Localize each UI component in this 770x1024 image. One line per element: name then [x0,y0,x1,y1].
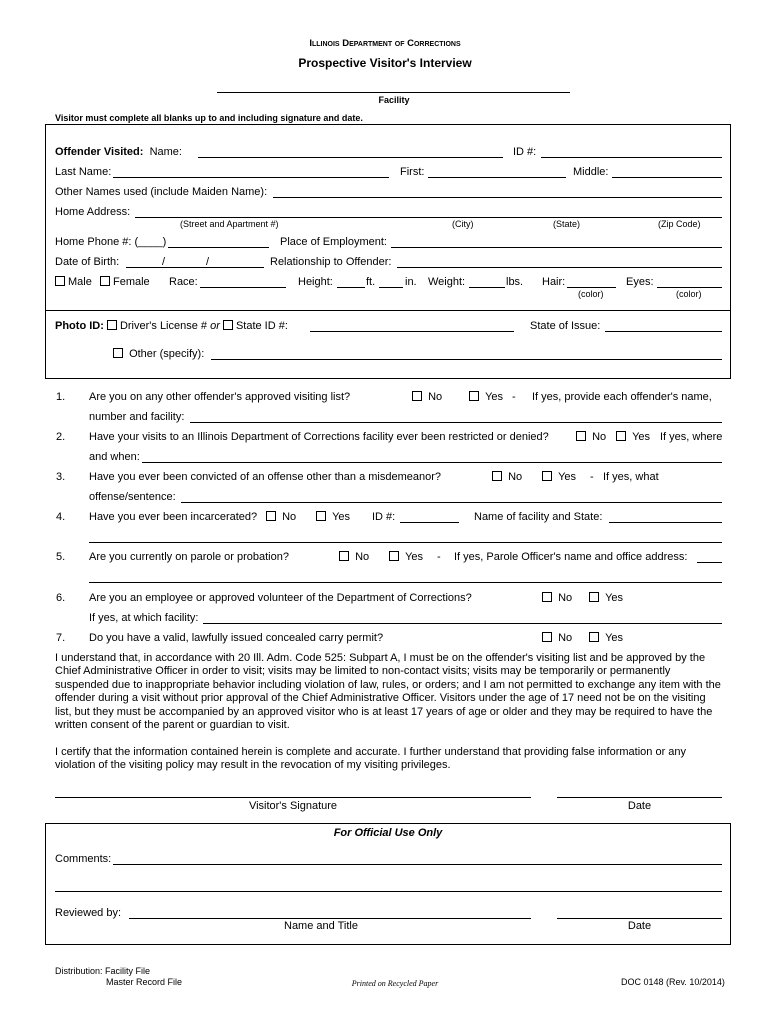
q6-answer-field[interactable] [203,623,722,624]
state-issue-field[interactable] [605,331,722,332]
q1-no-label: No [428,391,443,403]
department-name: Illinois Department of Corrections [309,38,461,49]
name-label: Name: [149,146,182,158]
official-use-heading: For Official Use Only [333,827,443,839]
dob-separator-2: / [206,256,210,268]
female-label: Female [113,276,150,288]
q7-no-label: No [558,632,573,644]
q4-yes-checkbox[interactable] [316,511,326,521]
q2-yes-checkbox[interactable] [616,431,626,441]
q1-yes-checkbox[interactable] [469,391,479,401]
q5-yes-checkbox[interactable] [389,551,399,561]
female-checkbox[interactable] [100,276,110,286]
q6-no-label: No [558,592,573,604]
recycled-paper-note: Printed on Recycled Paper [351,979,439,988]
q7-number: 7. [56,632,66,644]
q3-continuation: offense/sentence: [89,491,176,503]
visitor-info-box [45,124,731,379]
other-names-field[interactable] [273,197,722,198]
q1-dash: - [512,391,516,403]
other-id-label: Other (specify): [129,348,205,360]
q2-number: 2. [56,431,66,443]
weight-label: Weight: [428,276,466,288]
q6-yes-label: Yes [605,592,624,604]
q3-yes-label: Yes [558,471,577,483]
reviewed-date-field[interactable] [557,918,722,919]
first-name-field[interactable] [428,177,566,178]
q6-continuation: If yes, at which facility: [89,612,199,624]
drivers-license-checkbox[interactable] [107,320,117,330]
home-phone-field[interactable] [168,247,269,248]
q4-yes-label: Yes [332,511,351,523]
q5-dash: - [437,551,441,563]
in-label: in. [405,276,417,288]
or-label: or [210,320,220,332]
q3-no-checkbox[interactable] [492,471,502,481]
q3-number: 3. [56,471,66,483]
offender-id-field[interactable] [541,157,722,158]
q3-extra: If yes, what [603,471,659,483]
offender-visited-heading: Offender Visited: [55,146,144,158]
drivers-license-label: Driver's License # [119,320,208,332]
q3-answer-field[interactable] [181,502,722,503]
other-id-field[interactable] [211,359,722,360]
q4-id-label: ID #: [372,511,396,523]
q2-continuation: and when: [89,451,140,463]
distribution-label: Distribution: Facility File [55,966,151,976]
height-label: Height: [298,276,333,288]
form-title: Prospective Visitor's Interview [298,56,472,70]
q1-no-checkbox[interactable] [412,391,422,401]
middle-name-field[interactable] [612,177,722,178]
offender-name-field[interactable] [198,157,503,158]
male-label: Male [68,276,92,288]
q4-facility-field-2[interactable] [89,542,722,543]
state-issue-label: State of Issue: [530,320,601,332]
reviewed-date-label: Date [627,920,652,932]
first-name-label: First: [400,166,425,178]
last-name-field[interactable] [113,177,389,178]
q7-yes-checkbox[interactable] [589,632,599,642]
state-id-label: State ID #: [235,320,288,332]
other-names-label: Other Names used (include Maiden Name): [55,186,268,198]
facility-label: Facility [378,95,410,105]
q1-number: 1. [56,391,66,403]
hair-color-hint: (color) [578,289,604,299]
q1-text: Are you on any other offender's approved visiting list? [89,391,351,403]
city-hint: (City) [452,219,474,229]
q5-yes-label: Yes [405,551,424,563]
comments-field[interactable] [113,864,722,865]
q7-no-checkbox[interactable] [542,632,552,642]
instruction-text: Visitor must complete all blanks up to and including signature and date. [55,113,363,123]
other-id-checkbox[interactable] [113,348,123,358]
understand-statement: I understand that, in accordance with 20 Ill. Adm. Code 525: Subpart A, I must be on the offender's visiting list and be approved by the Chief Administrative Officer in order to visit; visits may be limited to non-contact visits; visits may be temporarily or permanently suspended due to inappropriate behavior including violation of law, rules, or orders; and I am not permitted to exchange any item with the offender during a visit without prior approval of the Chief Administrative Officer. Visitors under the age of 17 need not be on the visiting list, but they must be accompanied by an approved visitor who is at least 17 years of age or older and they may be required to have the written consent of the parent or guardian to visit. [55,652,721,732]
hair-label: Hair: [542,276,566,288]
q2-yes-label: Yes [632,431,651,443]
q1-extra: If yes, provide each offender's name, [532,391,712,403]
ft-label: ft. [366,276,376,288]
eyes-field[interactable] [657,287,722,288]
last-name-label: Last Name: [55,166,112,178]
visitor-signature-label: Visitor's Signature [248,800,338,812]
q2-no-label: No [592,431,607,443]
photo-id-heading: Photo ID: [55,320,104,332]
q5-answer-field[interactable] [697,562,722,563]
hair-field[interactable] [567,287,616,288]
relationship-label: Relationship to Offender: [270,256,392,268]
q2-extra: If yes, where [660,431,723,443]
reviewed-by-label: Reviewed by: [55,907,122,919]
height-ft-field[interactable] [337,287,365,288]
race-field[interactable] [200,287,286,288]
height-in-field[interactable] [379,287,403,288]
dob-label: Date of Birth: [55,256,120,268]
q5-no-checkbox[interactable] [339,551,349,561]
q1-answer-field[interactable] [190,422,722,423]
q5-text: Are you currently on parole or probation? [89,551,289,563]
employment-field[interactable] [391,247,722,248]
q5-number: 5. [56,551,66,563]
q1-yes-label: Yes [485,391,504,403]
weight-field[interactable] [469,287,505,288]
q5-answer-field-2[interactable] [89,582,722,583]
q4-facility-label: Name of facility and State: [474,511,603,523]
q4-facility-field[interactable] [609,522,722,523]
zip-hint: (Zip Code) [658,219,701,229]
dob-separator-1: / [162,256,166,268]
dob-field[interactable] [126,267,264,268]
q1-continuation: number and facility: [89,411,185,423]
home-phone-label: Home Phone #: (____) [55,236,167,248]
q4-id-field[interactable] [400,522,459,523]
q6-number: 6. [56,592,66,604]
q4-no-label: No [282,511,297,523]
home-address-field[interactable] [135,217,722,218]
q4-no-checkbox[interactable] [266,511,276,521]
q6-no-checkbox[interactable] [542,592,552,602]
q4-text: Have you ever been incarcerated? [89,511,258,523]
street-hint: (Street and Apartment #) [180,219,279,229]
middle-name-label: Middle: [573,166,609,178]
eyes-color-hint: (color) [676,289,702,299]
q4-number: 4. [56,511,66,523]
q6-yes-checkbox[interactable] [589,592,599,602]
race-label: Race: [169,276,198,288]
master-record-label: Master Record File [106,977,183,987]
state-hint: (State) [553,219,581,229]
lbs-label: lbs. [506,276,524,288]
comments-label: Comments: [55,853,112,865]
home-address-label: Home Address: [55,206,131,218]
comments-field-2[interactable] [55,891,722,892]
q7-text: Do you have a valid, lawfully issued concealed carry permit? [89,632,384,644]
q2-answer-field[interactable] [142,462,722,463]
employment-label: Place of Employment: [280,236,387,248]
facility-line[interactable] [217,92,570,93]
signature-date-label: Date [627,800,652,812]
q6-text: Are you an employee or approved volunteer of the Department of Corrections? [89,592,472,604]
q3-dash: - [590,471,594,483]
q5-no-label: No [355,551,370,563]
box-divider [45,310,731,311]
reviewed-by-field[interactable] [129,918,531,919]
offender-id-label: ID #: [513,146,537,158]
eyes-label: Eyes: [626,276,654,288]
relationship-field[interactable] [397,267,722,268]
q3-yes-checkbox[interactable] [542,471,552,481]
q2-text: Have your visits to an Illinois Department of Corrections facility ever been restricted or denied? [89,431,549,443]
doc-number: DOC 0148 (Rev. 10/2014) [621,977,725,987]
q3-no-label: No [508,471,523,483]
q5-extra: If yes, Parole Officer's name and office address: [454,551,688,563]
signature-date-field[interactable] [557,797,722,798]
q2-no-checkbox[interactable] [576,431,586,441]
id-number-field[interactable] [310,331,514,332]
certify-statement: I certify that the information contained herein is complete and accurate. I further understand that providing false information or any violation of the visiting policy may result in the revocation of my visiting privileges. [55,746,687,772]
visitor-signature-field[interactable] [55,797,531,798]
male-checkbox[interactable] [55,276,65,286]
name-title-label: Name and Title [284,920,358,932]
state-id-checkbox[interactable] [223,320,233,330]
q3-text: Have you ever been convicted of an offense other than a misdemeanor? [89,471,442,483]
q7-yes-label: Yes [605,632,624,644]
